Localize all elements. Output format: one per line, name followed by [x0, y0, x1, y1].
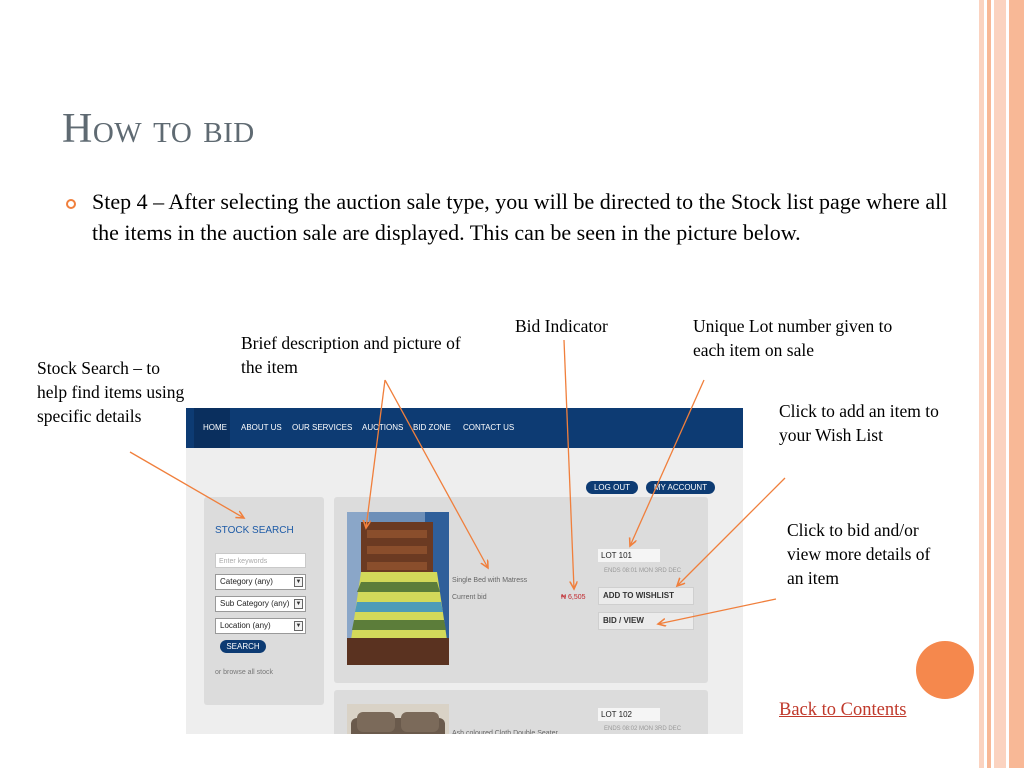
current-bid-label: Current bid: [452, 594, 487, 601]
browse-all-stock-link[interactable]: or browse all stock: [215, 669, 273, 676]
item-description: Single Bed with Matress: [452, 577, 528, 584]
logout-button[interactable]: LOG OUT: [586, 481, 638, 494]
annotation-bid-view: Click to bid and/or view more details of an item: [787, 520, 931, 588]
annotation-wishlist: Click to add an item to your Wish List: [779, 401, 939, 445]
arrow-bid-indicator: [564, 340, 574, 589]
annotation-brief-description: Brief description and picture of the item: [241, 333, 461, 377]
chevron-down-icon: ▼: [295, 579, 302, 585]
search-button[interactable]: SEARCH: [220, 640, 266, 653]
my-account-button[interactable]: MY ACCOUNT: [646, 481, 715, 494]
nav-our-services[interactable]: OUR SERVICES: [292, 423, 353, 432]
chevron-down-icon: ▼: [295, 623, 302, 629]
nav-auctions[interactable]: AUCTIONS: [362, 423, 404, 432]
auction-end-time: ENDS 08:02 MON 3RD DEC: [604, 726, 682, 732]
auction-end-time: ENDS 08:01 MON 3RD DEC: [604, 568, 682, 574]
arrow-description-text: [385, 380, 488, 568]
category-select-value: Category (any): [220, 577, 273, 586]
nav-contact-us[interactable]: CONTACT US: [463, 423, 515, 432]
back-to-contents-link[interactable]: Back to Contents: [779, 700, 907, 720]
nav-about-us[interactable]: ABOUT US: [241, 423, 282, 432]
lot-number: LOT 101: [598, 549, 660, 562]
stock-search-title: STOCK SEARCH: [215, 525, 294, 536]
arrow-stock-search: [130, 452, 244, 518]
current-bid-value: ₦ 6,505: [561, 594, 586, 601]
slide-title: How to bid: [62, 106, 255, 152]
annotation-bid-indicator: Bid Indicator: [515, 316, 608, 336]
keywords-input[interactable]: Enter keywords: [215, 553, 306, 568]
sub-category-select-value: Sub Category (any): [220, 599, 290, 608]
chevron-down-icon: ▼: [295, 601, 302, 607]
arrow-bid-view: [658, 599, 776, 624]
arrow-description-picture: [366, 380, 385, 528]
arrow-lot-number: [630, 380, 704, 546]
step-text: Step 4 – After selecting the auction sale type, you will be directed to the Stock list page where all the items in the auction sale are displayed. This can be seen in the picture below.: [92, 189, 948, 245]
bid-view-button[interactable]: BID / VIEW: [598, 612, 694, 630]
location-select-value: Location (any): [220, 621, 271, 630]
nav-home[interactable]: HOME: [203, 423, 227, 432]
annotation-lot-number: Unique Lot number given to each item on sale: [693, 316, 893, 360]
add-to-wishlist-button[interactable]: ADD TO WISHLIST: [598, 587, 694, 605]
item-description: Ash coloured Cloth Double Seater: [452, 730, 558, 734]
decor-circle: [916, 641, 974, 699]
nav-bid-zone[interactable]: BID ZONE: [413, 423, 451, 432]
arrow-wishlist: [677, 478, 785, 586]
annotation-stock-search: Stock Search – to help find items using specific details: [37, 358, 185, 426]
lot-number: LOT 102: [598, 708, 660, 721]
